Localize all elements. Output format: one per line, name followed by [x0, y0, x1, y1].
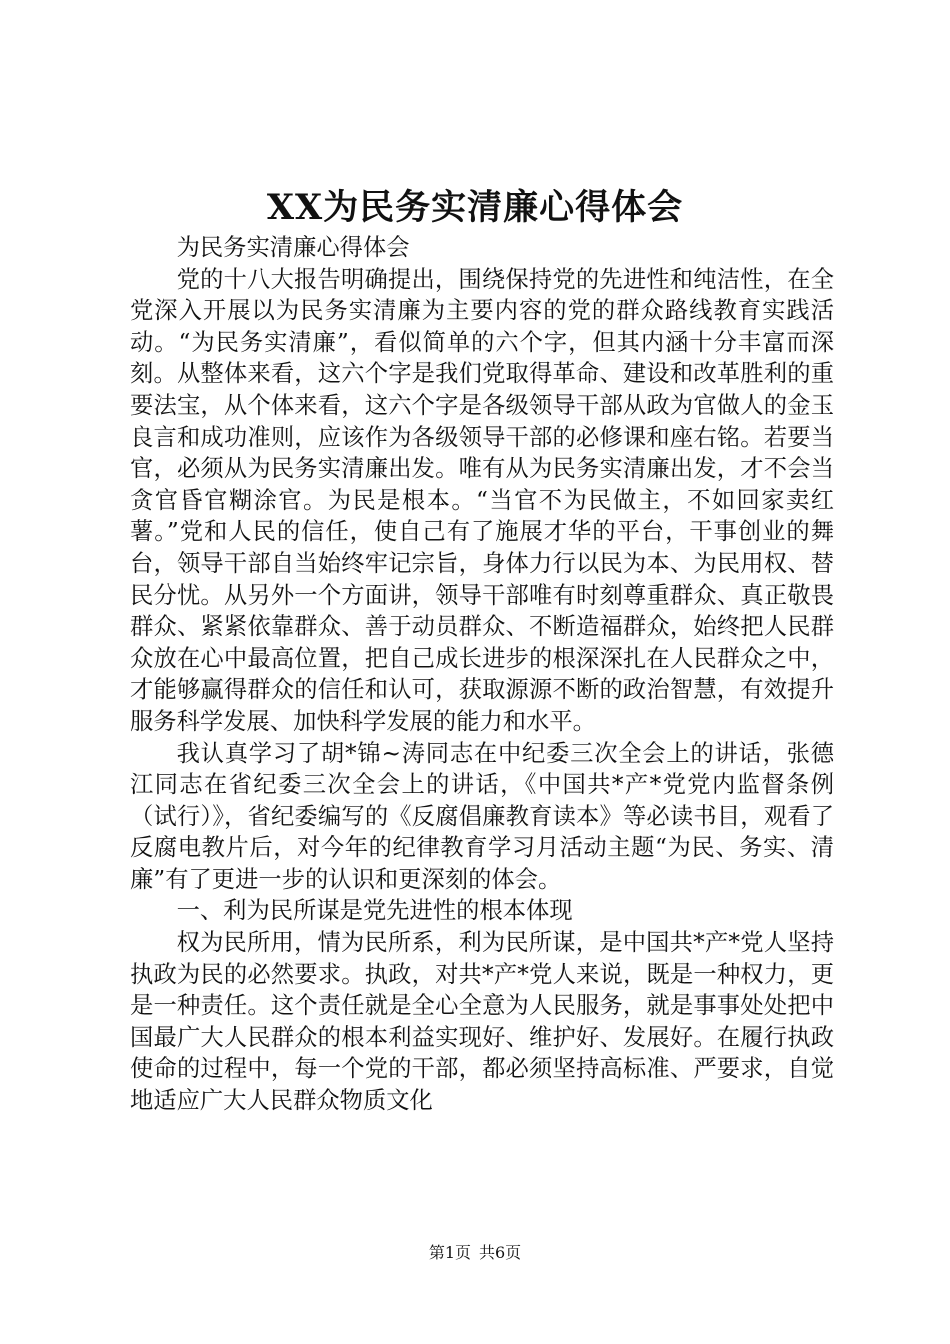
body-paragraph: 我认真学习了胡*锦~涛同志在中纪委三次全会上的讲话，张德江同志在省纪委三次全会上的讲话，《中国共*产*党党内监督条例（试行）》，省纪委编写的《反腐倡廉教育读本》等必读书目，观看了反腐电教片后，对今年的纪律教育学习月活动主题“为民、务实、清廉”有了更进一步的认识和更深刻的体会。	[130, 739, 834, 893]
page-total: 共6页	[479, 1243, 522, 1262]
document-title: XX为民务实清廉心得体会	[266, 187, 684, 228]
section-heading: 一、利为民所谋是党先进性的根本体现	[176, 897, 573, 925]
page-number: 第1页	[428, 1243, 471, 1262]
body-paragraph: 权为民所用，情为民所系，利为民所谋，是中国共*产*党人坚持执政为民的必然要求。执政，对共*产*党人来说，既是一种权力，更是一种责任。这个责任就是全心全意为人民服务，就是事事处处把中国最广大人民群众的根本利益实现好、维护好、发展好。在履行执政使命的过程中，每一个党的干部，都必须坚持高标准、严要求，自觉地适应广大人民群众物质文化	[130, 929, 834, 1115]
body-paragraph: 党的十八大报告明确提出，围绕保持党的先进性和纯洁性，在全党深入开展以为民务实清廉为主要内容的党的群众路线教育实践活动。“为民务实清廉”，看似简单的六个字，但其内涵十分丰富而深刻。从整体来看，这六个字是我们党取得革命、建设和改革胜利的重要法宝，从个体来看，这六个字是各级领导干部从政为官做人的金玉良言和成功准则，应该作为各级领导干部的必修课和座右铭。若要当官，必须从为民务实清廉出发。唯有从为民务实清廉出发，才不会当贪官昏官糊涂官。为民是根本。“当官不为民做主，不如回家卖红薯。”党和人民的信任，使自己有了施展才华的平台，干事创业的舞台，领导干部自当始终牢记宗旨，身体力行以民为本、为民用权、替民分忧。从另外一个方面讲，领导干部唯有时刻尊重群众、真正敬畏群众、紧紧依靠群众、善于动员群众、不断造福群众，始终把人民群众放在心中最高位置，把自己成长进步的根深深扎在人民群众之中，才能够赢得群众的信任和认可，获取源源不断的政治智慧，有效提升服务科学发展、加快科学发展的能力和水平。	[130, 265, 834, 735]
page-footer	[0, 1243, 950, 1263]
document-body	[130, 232, 834, 1117]
subtitle-paragraph: 为民务实清廉心得体会	[176, 234, 410, 261]
